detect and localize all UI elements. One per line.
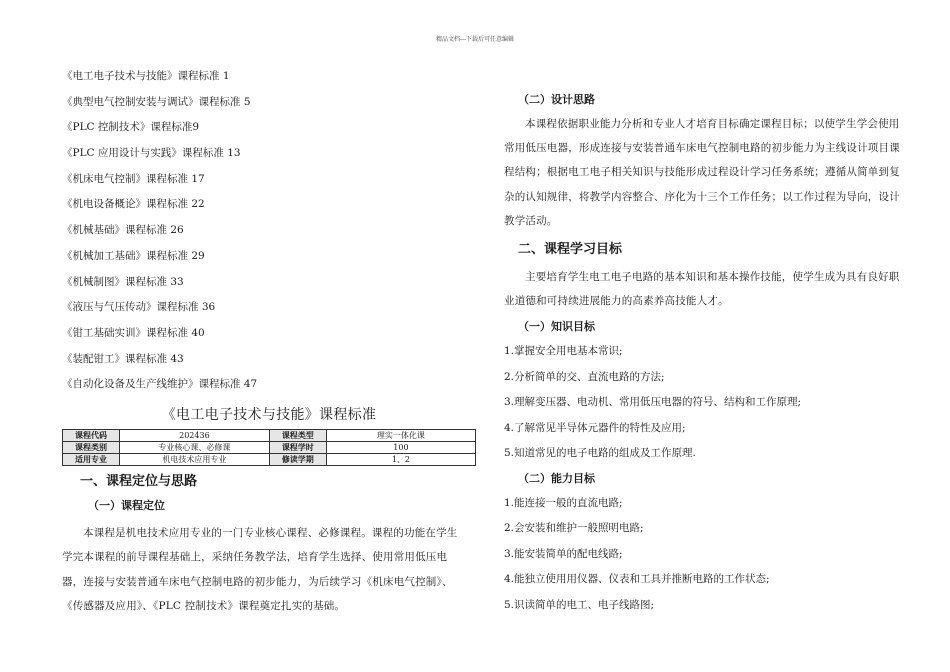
table-row [63,429,476,441]
toc-item[interactable]: 《电工电子技术与技能》课程标准 1 [62,70,230,82]
list-item: 5.知道常见的电子电路的组成及工作原理. [504,447,696,460]
left-column [62,66,482,619]
list-item: 1.掌握安全用电基本常识; [504,345,623,358]
document-title: 《电工电子技术与技能》课程标准 [161,406,377,423]
table-row [63,441,476,453]
subsection-heading: （一）知识目标 [518,320,595,334]
toc-item[interactable]: 《PLC 控制技术》课程标准9 [62,121,200,134]
toc-item[interactable]: 《机械加工基础》课程标准 29 [62,249,205,262]
toc-item[interactable]: 《机械基础》课程标准 26 [62,224,184,237]
table-value-cell: 1、2 [326,453,475,465]
table-key-cell: 修读学期 [269,453,326,465]
section-heading: 一、课程定位与思路 [80,473,198,489]
toc-item[interactable]: 《钳工基础实训》课程标准 40 [62,326,205,339]
toc-item[interactable]: 《装配钳工》课程标准 43 [62,352,184,365]
body-paragraph: 主要培育学生电工电子电路的基本知识和基本操作技能，使学生成为具有良好职业道德和可持续进展能力的高素养高技能人才。 [504,271,900,308]
list-item: 3.能安装简单的配电线路; [504,547,623,560]
body-paragraph: 本课程依据职业能力分析和专业人才培育目标确定课程目标；以使学生学会使用常用低压电器，形成连接与安装普通车床电气控制电路的初步能力为主线设计项目课程结构；根据电工电子相关知识与技能形成过程设计学习任务系统；遵循从简单到复杂的认知规律，将教学内容整合、序化为十三个工作任务；以工作过程为导向，设计教学活动。 [504,118,900,227]
toc-item[interactable]: 《机电设备概论》课程标准 22 [62,198,205,211]
table-key-cell: 课程学时 [269,441,326,453]
subsection-heading: （二）设计思路 [518,93,595,106]
body-paragraph: 本课程是机电技术应用专业的一门专业核心课程、必修课程。课程的功能在学生学完本课程的前导课程基础上，采纳任务教学法，培育学生选择、使用常用低压电器，连接与安装普通车床电气控制电路的初步能力，为后续学习《机床电气控制》、《传感器及应用》、《PLC 控制技术》课程奠定扎实的基础。 [62,526,458,613]
toc-item[interactable]: 《典型电气控制安装与调试》课程标准 5 [62,95,251,108]
toc-item[interactable]: 《机床电气控制》课程标准 17 [62,172,205,185]
table-value-cell: 专业核心课、必修课 [120,441,270,453]
right-column [504,88,900,618]
list-item: 3.理解变压器、电动机、常用低压电器的符号、结构和工作原理; [504,396,802,409]
section-heading: 二、课程学习目标 [518,242,623,258]
page-header-note: 精品文档---下载后可任意编辑 [435,36,515,43]
table-row [63,453,476,465]
list-item: 4.了解常见半导体元器件的特性及应用; [504,421,686,434]
list-item: 4.能独立使用用仪器、仪表和工具并推断电路的工作状态; [504,573,770,586]
course-info-table [62,429,476,466]
toc-item[interactable]: 《机械制图》课程标准 33 [62,275,184,288]
toc-item[interactable]: 《自动化设备及生产线维护》课程标准 47 [62,378,258,391]
table-value-cell: 100 [326,441,475,453]
subsection-heading: （一）课程定位 [88,498,165,512]
table-key-cell: 课程代码 [63,429,120,441]
list-item: 5.识读简单的电工、电子线路图; [504,598,655,611]
table-value-cell: 机电技术应用专业 [120,453,270,465]
subsection-heading: （二）能力目标 [518,471,595,485]
table-value-cell: 202436 [120,429,270,441]
list-item: 1.能连接一般的直流电路; [504,496,623,509]
table-of-contents [62,66,482,400]
toc-item[interactable]: 《PLC 应用设计与实践》课程标准 13 [62,147,241,160]
table-key-cell: 课程类型 [269,429,326,441]
table-value-cell: 理实一体化课 [326,429,475,441]
table-key-cell: 课程类别 [63,441,120,453]
table-key-cell: 适用专业 [63,453,120,465]
toc-item[interactable]: 《液压与气压传动》课程标准 36 [62,301,216,314]
list-item: 2.会安装和维护一般照明电路; [504,522,644,535]
list-item: 2.分析简单的交、直流电路的方法; [504,370,665,383]
